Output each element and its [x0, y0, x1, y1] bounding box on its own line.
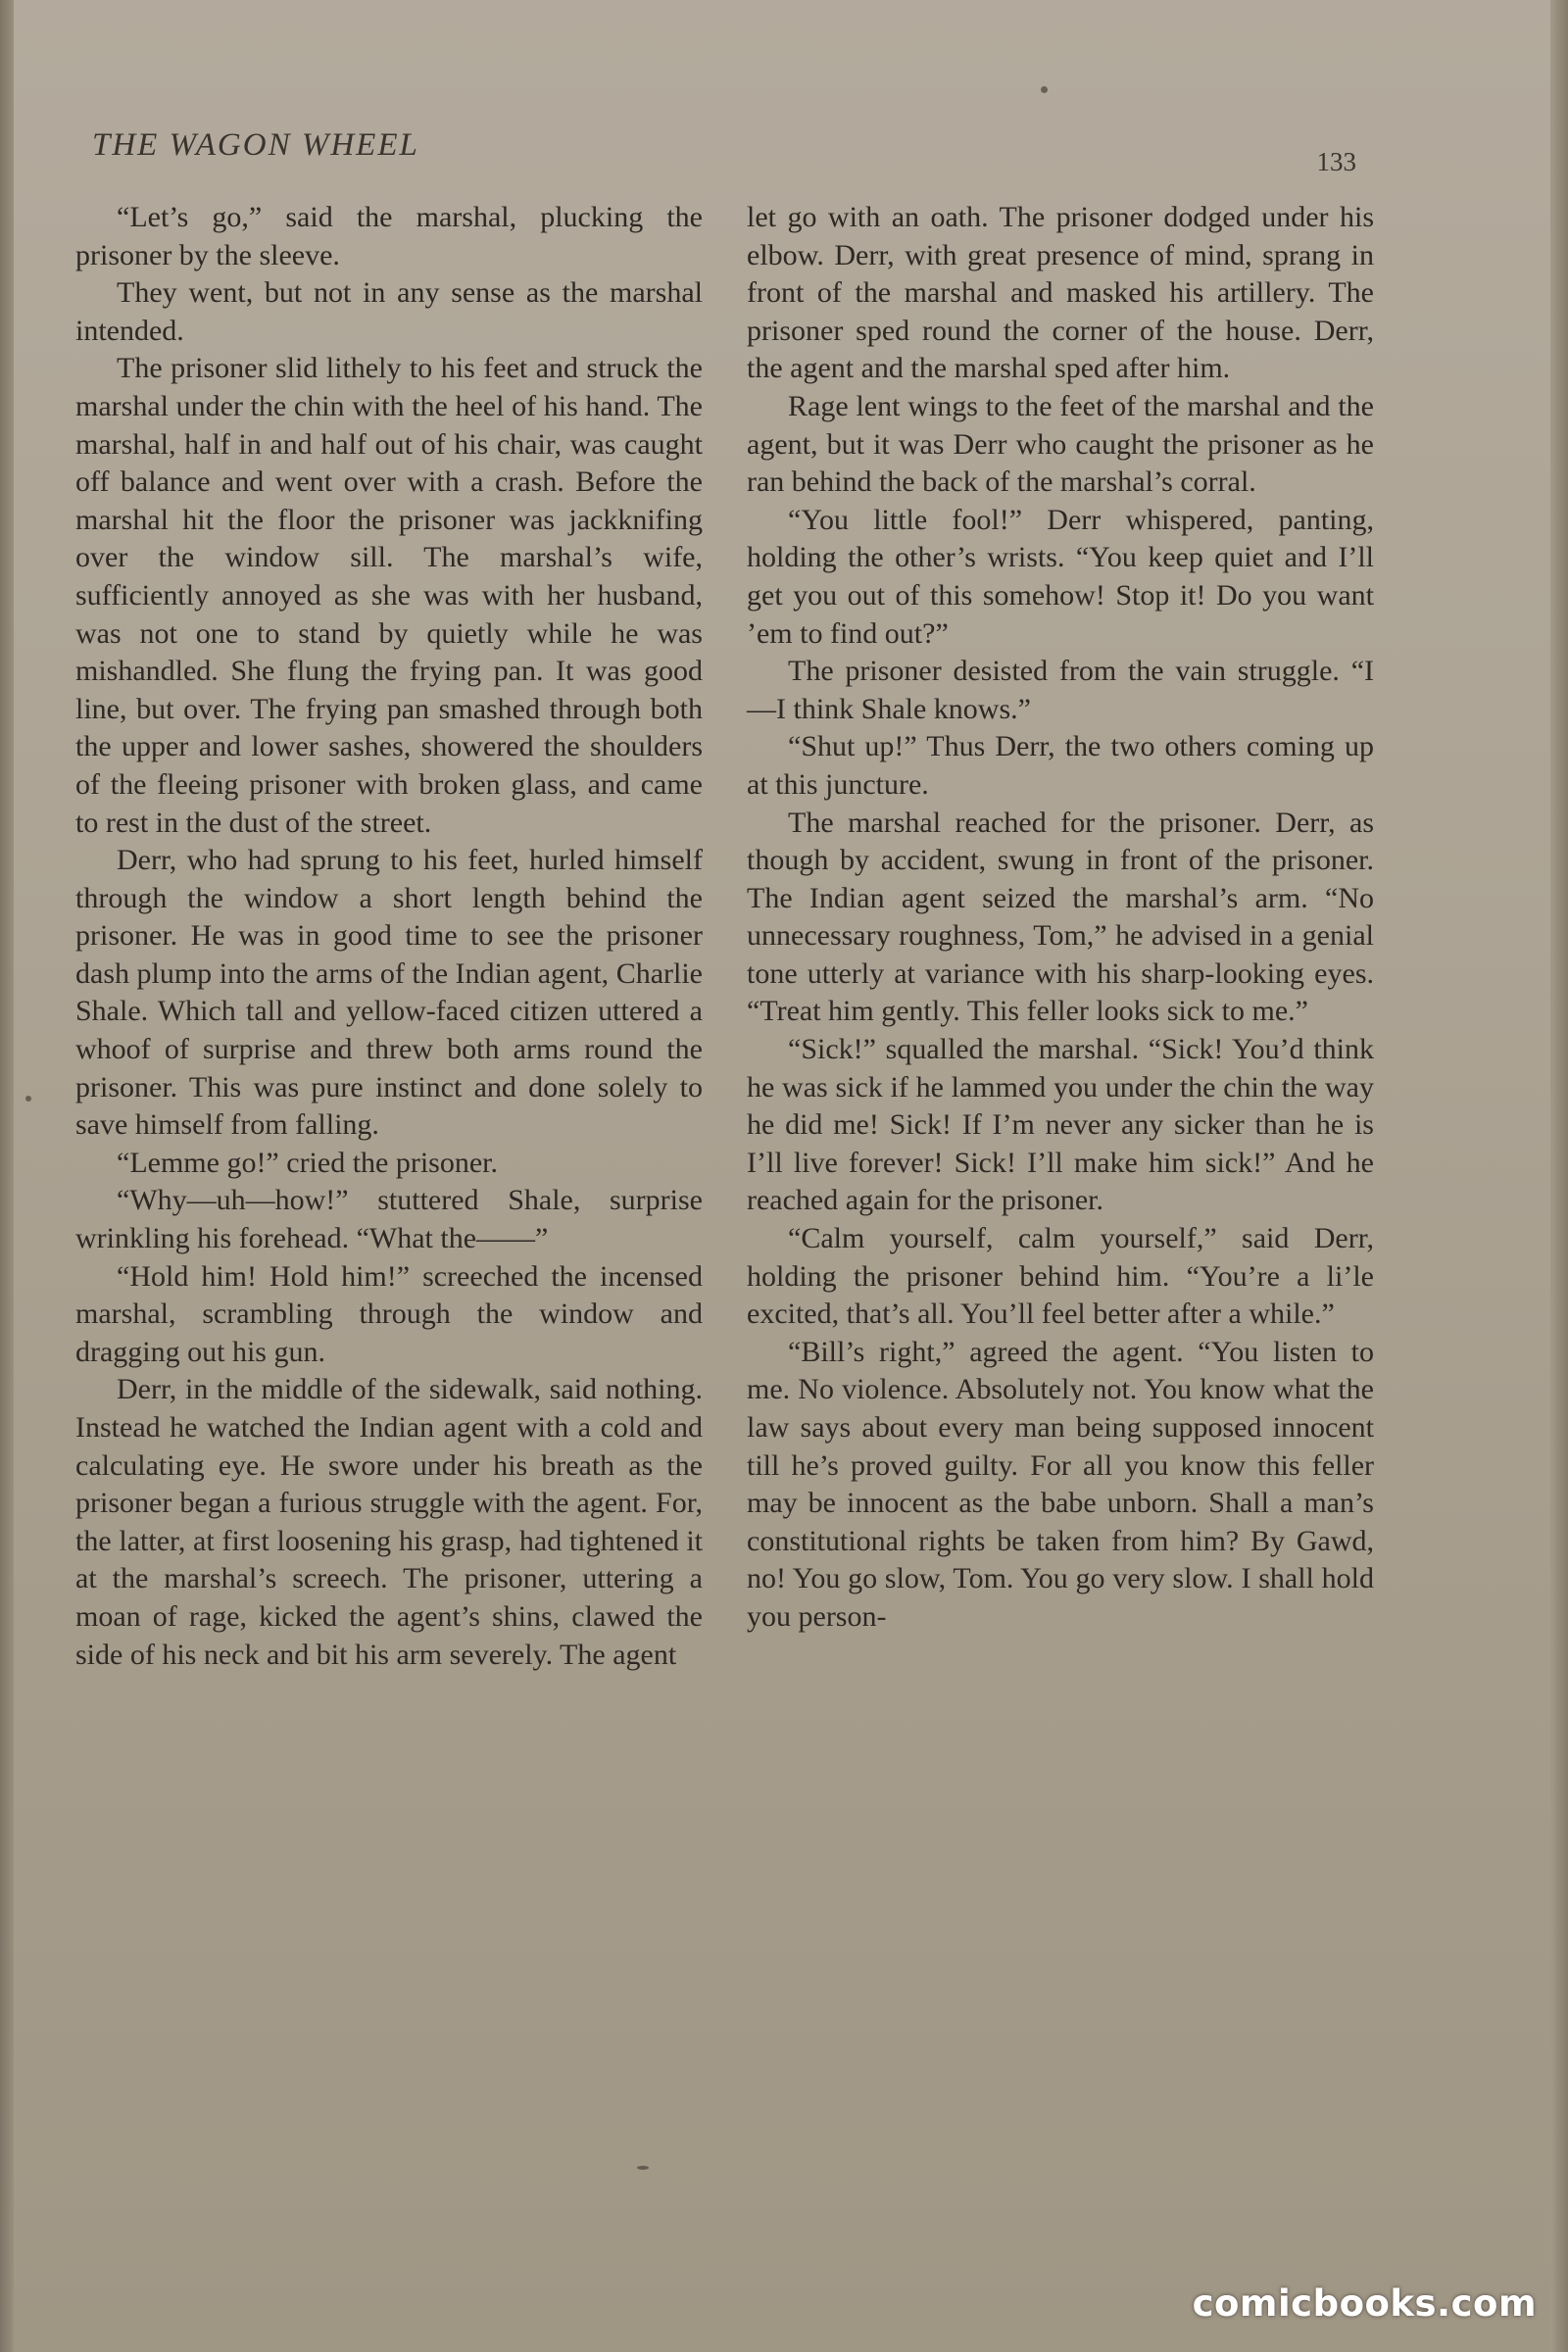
- paragraph-continued: let go with an oath. The prisoner dodged under his elbow. Derr, with great presence of mind, sprang in front of the marshal and masked his artillery. The prisoner sped round the corner of the house. Derr, the agent and the marshal sped after him.: [747, 201, 1374, 385]
- page-number: 133: [1316, 147, 1356, 176]
- paragraph: Derr, who had sprung to his feet, hurled himself through the window a short length behind the prisoner. He was in good time to see the prisoner dash plump into the arms of the Indian agent, Charlie Shale. Which tall and yellow-faced citizen uttered a whoof of surprise and threw both arms round the prisoner. This was pure instinct and done solely to save himself from falling.: [75, 844, 703, 1142]
- paragraph: “Why—uh—how!” stuttered Shale, surprise wrinkling his forehead. “What the——”: [75, 1184, 703, 1255]
- watermark: comicbooks.com: [1192, 2282, 1537, 2325]
- print-speck: [1041, 86, 1048, 93]
- paragraph: “Shut up!” Thus Derr, the two others coming up at this juncture.: [747, 730, 1374, 801]
- paragraph: “Lemme go!” cried the prisoner.: [117, 1146, 499, 1179]
- print-speck: [637, 2166, 649, 2170]
- paragraph: Derr, in the middle of the sidewalk, said nothing. Instead he watched the Indian agent with a cold and calculating eye. He swore under his breath as the prisoner began a furious struggle with the agent. For, the latter, at first loosening his grasp, had tightened it at the marshal’s screech. The prisoner, uttering a moan of rage, kicked the agent’s shins, clawed the side of his neck and bit his arm severely. The agent: [75, 1373, 703, 1671]
- paragraph: “Sick!” squalled the marshal. “Sick! You’d think he was sick if he lammed you under the chin the way he did me! Sick! If I’m never any sicker than he is I’ll live forever! Sick! I’ll make him sick!” And he reached again for the prisoner.: [747, 1033, 1374, 1217]
- paragraph: They went, but not in any sense as the marshal intended.: [75, 276, 703, 347]
- text-column-right: [747, 199, 1374, 1637]
- paragraph: “Bill’s right,” agreed the agent. “You listen to me. No violence. Absolutely not. You know what the law says about every man being supposed innocent till he’s proved guilty. For all you know this feller may be innocent as the babe unborn. Shall a man’s constitutional rights be taken from him? By Gawd, no! You go slow, Tom. You go very slow. I shall hold you person-: [747, 1335, 1374, 1633]
- paragraph: “Hold him! Hold him!” screeched the incensed marshal, scrambling through the window and dragging out his gun.: [75, 1259, 703, 1368]
- paragraph: The marshal reached for the prisoner. Derr, as though by accident, swung in front of the prisoner. The Indian agent seized the marshal’s arm. “No unnecessary roughness, Tom,” he advised in a genial tone utterly at variance with his sharp-looking eyes. “Treat him gently. This feller looks sick to me.”: [747, 806, 1374, 1028]
- text-column-left: [75, 199, 703, 1674]
- paragraph: “Let’s go,” said the marshal, plucking the prisoner by the sleeve.: [75, 201, 703, 271]
- page-edge-left: [0, 0, 14, 2352]
- paragraph: The prisoner desisted from the vain struggle. “I—I think Shale knows.”: [747, 655, 1374, 725]
- paragraph: Rage lent wings to the feet of the marshal and the agent, but it was Derr who caught the prisoner as he ran behind the back of the marshal’s corral.: [747, 389, 1374, 499]
- paragraph: The prisoner slid lithely to his feet and struck the marshal under the chin with the heel of his hand. The marshal, half in and half out of his chair, was caught off balance and went over with a crash. Before the marshal hit the floor the prisoner was jackknifing over the window sill. The marshal’s wife, sufficiently annoyed as she was with her husband, was not one to stand by quietly while he was mishandled. She flung the frying pan. It was good line, but over. The frying pan smashed through both the upper and lower sashes, showered the shoulders of the fleeing prisoner with broken glass, and came to rest in the dust of the street.: [75, 352, 703, 839]
- print-speck: [25, 1096, 31, 1102]
- running-title: THE WAGON WHEEL: [92, 127, 419, 163]
- page-edge-right: [1550, 0, 1568, 2352]
- paragraph: “You little fool!” Derr whispered, panting, holding the other’s wrists. “You keep quiet and I’ll get you out of this somehow! Stop it! Do you want ’em to find out?”: [747, 503, 1374, 650]
- paragraph: “Calm yourself, calm yourself,” said Derr, holding the prisoner behind him. “You’re a li’le excited, that’s all. You’ll feel better after a while.”: [747, 1222, 1374, 1331]
